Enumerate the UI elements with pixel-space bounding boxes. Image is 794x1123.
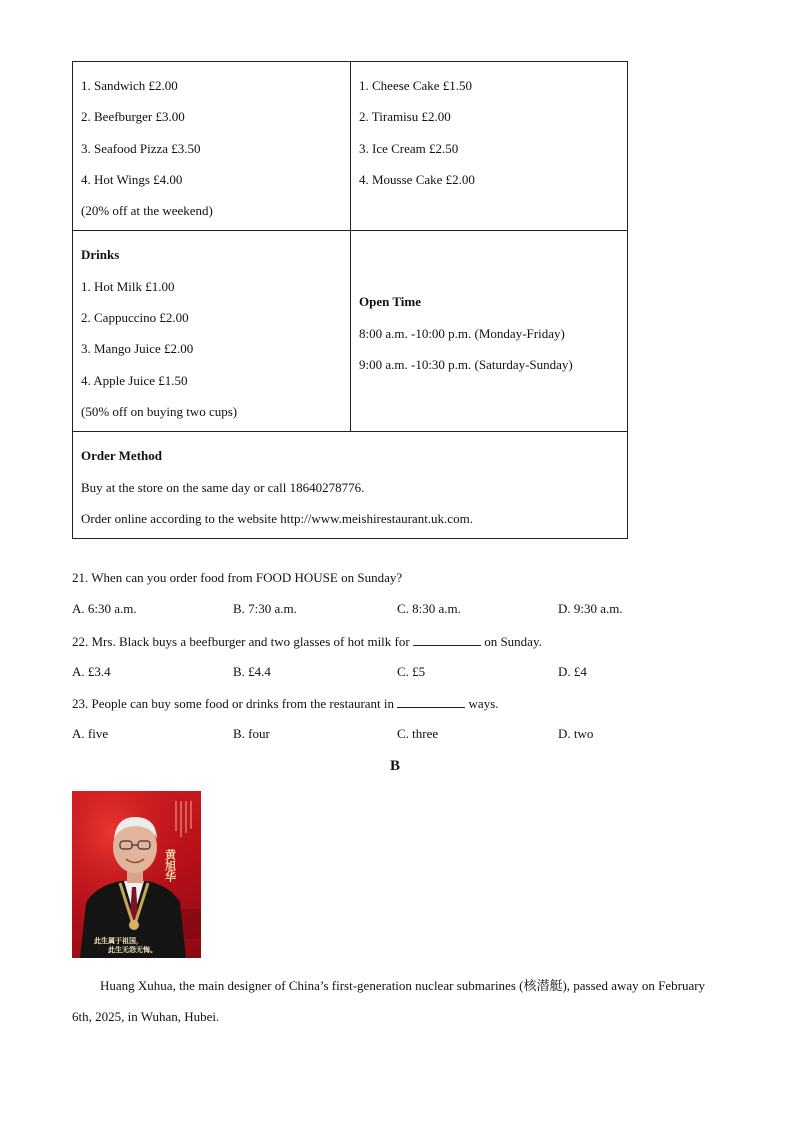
option-c[interactable]: C. £5	[397, 664, 426, 679]
dessert-item: 1. Cheese Cake £1.50	[359, 78, 473, 93]
question-22	[72, 633, 542, 650]
open-time-line: 8:00 a.m. -10:00 p.m. (Monday-Friday)	[359, 325, 565, 341]
food-cell	[73, 62, 351, 231]
order-method-line: Order online according to the website http://www.meishirestaurant.uk.com.	[81, 510, 473, 526]
option-b[interactable]: B. four	[233, 726, 270, 741]
drink-item: 3. Mango Juice £2.00	[81, 341, 194, 357]
order-method-cell	[73, 432, 628, 539]
dessert-cell	[351, 62, 628, 231]
dessert-item: 4. Mousse Cake £2.00	[359, 171, 475, 187]
option-b[interactable]: B. £4.4	[233, 664, 271, 679]
food-item: 4. Hot Wings £4.00	[81, 171, 183, 187]
option-a[interactable]: A. 6:30 a.m.	[72, 601, 137, 616]
option-d[interactable]: D. two	[558, 726, 594, 741]
drink-item: 1. Hot Milk £1.00	[81, 278, 175, 294]
question-23	[72, 695, 499, 712]
drink-item: 4. Apple Juice £1.50	[81, 372, 188, 388]
open-time-heading: Open Time	[359, 294, 422, 310]
open-time-line: 9:00 a.m. -10:30 p.m. (Saturday-Sunday)	[359, 357, 573, 373]
option-a[interactable]: A. £3.4	[72, 664, 111, 679]
order-method-line: Buy at the store on the same day or call 18640278776.	[81, 479, 365, 495]
food-item: 3. Seafood Pizza £3.50	[81, 140, 201, 156]
food-item: 2. Beefburger £3.00	[81, 109, 185, 125]
answer-blank	[397, 695, 465, 708]
portrait-illustration	[72, 791, 201, 958]
option-a[interactable]: A. five	[72, 726, 109, 741]
drinks-discount-note: (50% off on buying two cups)	[81, 403, 238, 419]
section-b-title: B	[390, 758, 401, 774]
answer-blank	[413, 633, 481, 646]
dessert-item: 2. Tiramisu £2.00	[359, 109, 451, 125]
portrait-poster	[72, 791, 201, 958]
option-c[interactable]: C. 8:30 a.m.	[397, 601, 461, 616]
option-d[interactable]: D. 9:30 a.m.	[558, 601, 623, 616]
order-method-heading: Order Method	[81, 448, 162, 464]
menu-table	[72, 61, 628, 539]
question-21: 21. When can you order food from FOOD HOUSE on Sunday?	[72, 570, 403, 585]
food-item: 1. Sandwich £2.00	[81, 78, 178, 93]
dessert-item: 3. Ice Cream £2.50	[359, 140, 459, 156]
poster-name: 黄旭华	[163, 849, 177, 882]
drink-item: 2. Cappuccino £2.00	[81, 310, 189, 326]
question-23-text: 23. People can buy some food or drinks from the restaurant in	[72, 696, 395, 711]
drinks-cell	[73, 231, 351, 432]
open-time-cell	[351, 231, 628, 432]
question-23-text-end: ways.	[468, 696, 499, 711]
food-discount-note: (20% off at the weekend)	[81, 203, 213, 219]
question-22-text-end: on Sunday.	[484, 634, 542, 649]
option-c[interactable]: C. three	[397, 726, 439, 741]
poster-slogan-line2: 此生无怨无悔。	[108, 945, 157, 954]
option-d[interactable]: D. £4	[558, 664, 587, 679]
question-22-text: 22. Mrs. Black buys a beefburger and two glasses of hot milk for	[72, 634, 410, 649]
poster-slogan-line1: 此生属于祖国，	[94, 936, 143, 945]
passage-paragraph: Huang Xuhua, the main designer of China’s first-generation nuclear submarines (核潜艇), passed away on February 6th, 2025, in Wuhan, Hubei.	[72, 978, 706, 1024]
option-b[interactable]: B. 7:30 a.m.	[233, 601, 297, 616]
drinks-heading: Drinks	[81, 247, 120, 263]
